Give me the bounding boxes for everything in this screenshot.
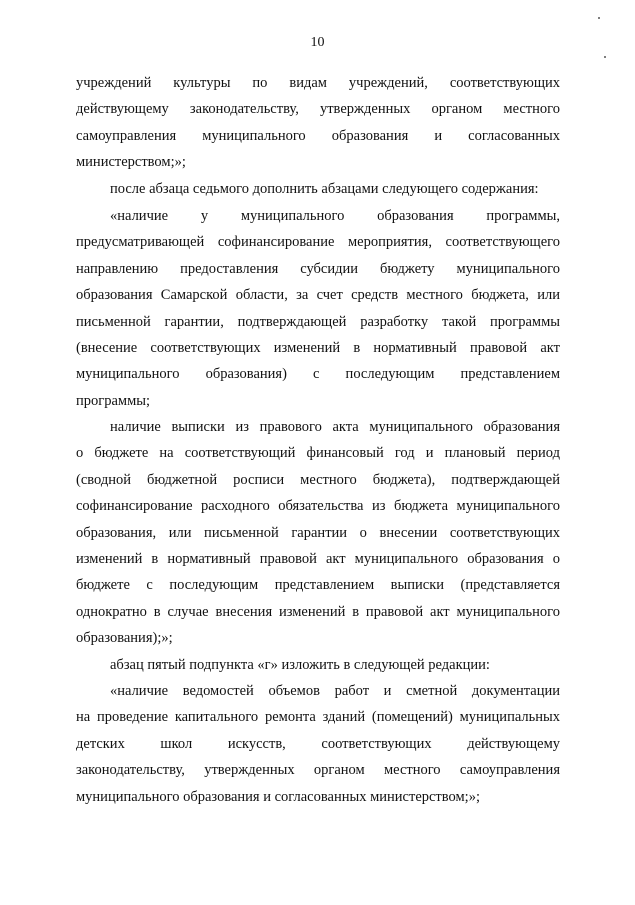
paragraph-6 bbox=[76, 678, 560, 810]
text-line: образования);»; bbox=[76, 630, 173, 647]
paragraph-1 bbox=[76, 70, 560, 176]
scan-speck bbox=[598, 17, 600, 19]
text-line: бюджете с последующим представлением выписки (представляется bbox=[76, 577, 560, 594]
text-line: письменной гарантии, подтверждающей разработку такой программы bbox=[76, 313, 560, 330]
text-line: действующему законодательству, утвержденных органом местного bbox=[76, 101, 560, 118]
text-line: (сводной бюджетной росписи местного бюджета), подтверждающей bbox=[76, 471, 560, 488]
text-line: образования Самарской области, за счет средств местного бюджета, или bbox=[76, 287, 560, 304]
text-line: после абзаца седьмого дополнить абзацами следующего содержания: bbox=[110, 181, 539, 197]
text-line: на проведение капитального ремонта зданий (помещений) муниципальных bbox=[76, 709, 560, 726]
text-line: «наличие у муниципального образования программы, bbox=[110, 208, 560, 224]
paragraph-3 bbox=[76, 203, 560, 414]
paragraph-2 bbox=[76, 176, 560, 202]
text-line: законодательству, утвержденных органом местного самоуправления bbox=[76, 762, 560, 779]
scan-speck bbox=[604, 56, 606, 58]
text-line: муниципального образования) с последующим представлением bbox=[76, 366, 560, 383]
text-line: образования, или письменной гарантии о внесении соответствующих bbox=[76, 524, 560, 541]
text-line: направлению предоставления субсидии бюджету муниципального bbox=[76, 260, 560, 277]
text-line: предусматривающей софинансирование мероприятия, соответствующего bbox=[76, 234, 560, 251]
text-line: детских школ искусств, соответствующих действующему bbox=[76, 735, 560, 752]
text-line: самоуправления муниципального образования и согласованных bbox=[76, 127, 560, 144]
text-line: программы; bbox=[76, 392, 151, 409]
text-line: «наличие ведомостей объемов работ и сметной документации bbox=[110, 683, 560, 699]
paragraph-5 bbox=[76, 652, 560, 678]
text-line: учреждений культуры по видам учреждений, соответствующих bbox=[76, 75, 560, 91]
text-line: (внесение соответствующих изменений в нормативный правовой акт bbox=[76, 340, 560, 357]
text-line: однократно в случае внесения изменений в правовой акт муниципального bbox=[76, 603, 560, 620]
text-line: изменений в нормативный правовой акт муниципального образования о bbox=[76, 551, 560, 568]
text-line: софинансирование расходного обязательства из бюджета муниципального bbox=[76, 498, 560, 515]
text-line: министерством;»; bbox=[76, 154, 186, 171]
text-line: наличие выписки из правового акта муниципального образования bbox=[110, 419, 560, 435]
text-line: абзац пятый подпункта «г» изложить в следующей редакции: bbox=[110, 657, 490, 673]
text-line: о бюджете на соответствующий финансовый год и плановый период bbox=[76, 445, 560, 462]
paragraph-4 bbox=[76, 414, 560, 652]
page-number: 10 bbox=[310, 35, 325, 50]
text-line: муниципального образования и согласованных министерством;»; bbox=[76, 788, 480, 805]
